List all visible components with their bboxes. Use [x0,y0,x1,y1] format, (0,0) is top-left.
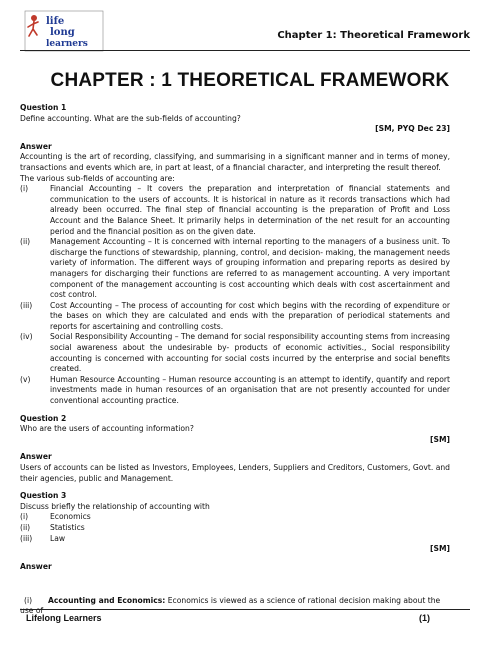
logo-word-2: long [50,27,75,38]
logo-word-3: learners [46,39,88,49]
answer-1-text: Accounting is the art of recording, classifying, and summarising in a significant manner and in terms of money, transactions and events which are, in part at least, of a financial character, and interpreting the result thereof. [20,152,450,172]
logo-word-1: life [46,16,65,27]
answer-2-label: Answer [20,452,52,462]
list-item: (iii) Cost Accounting – The process of accounting for cost which begins with the recording of expenditure or the bases on which they are calculated and ends with the preparation of periodical statements and reports for ascertaining and controlling costs. [20,300,450,331]
lifelong-learners-logo [24,10,104,52]
running-header-title: Chapter 1: Theoretical Framework [277,30,470,41]
question-3-text: Discuss briefly the relationship of accounting with [20,501,210,511]
question-3-label: Question 3 [20,491,67,501]
list-item: (i) Economics [20,512,91,522]
chapter-title: CHAPTER : 1 THEORETICAL FRAMEWORK [50,70,450,91]
footer-publisher: Lifelong Learners [26,613,102,623]
question-1-reference: [SM, PYQ Dec 23] [375,124,450,134]
list-item: (v) Human Resource Accounting – Human resource accounting is an attempt to identify, quantify and report investments made in human resources of an organisation that are not presently accounted for under conventional accounting practice. [20,374,450,406]
question-1-text: Define accounting. What are the sub-fields of accounting? [20,113,241,123]
question-3-reference: [SM] [430,544,450,554]
question-2-reference: [SM] [430,434,450,444]
answer-3-label: Answer [20,561,52,571]
page-footer [20,609,470,627]
list-item: (i) Financial Accounting – It covers the preparation and interpretation of financial statements and communication to the users of accounts. It is historical in nature as it records transactions which had already been occurred. The final step of financial accounting is the preparation of Profit and Loss Account and the Balance Sheet. It primarily helps in determination of the net result for an accounting period and the financial position as on the given date. [20,184,450,236]
question-2-text: Who are the users of accounting information? [20,424,194,434]
list-item: (ii) Management Accounting – It is concerned with internal reporting to the managers of a business unit. To discharge the functions of stewardship, planning, control, and decision- making, the management needs variety of information. The different ways of grouping information and preparing reports as desired by managers for discharging their functions are referred to as management accounting. A very important component of the management accounting is cost accounting which deals with cost ascertainment and cost control. [20,237,450,300]
answer-1-intro: The various sub-fields of accounting are: [20,173,175,183]
question-2-label: Question 2 [20,413,67,423]
list-item: (ii) Statistics [20,522,85,532]
answer-3-item-number: (i) [24,596,33,605]
footer-rule [20,609,470,610]
answer-3-item-heading: Accounting and Economics: [48,596,166,605]
answer-1-label: Answer [20,141,52,151]
subfields-list [20,184,450,406]
list-item: (iii) Law [20,533,66,543]
page-content [20,103,450,572]
header-rule [20,50,470,51]
answer-3-item-text: Economics is viewed as a science of rational decision making about the use of [20,596,441,615]
list-item: (iv) Social Responsibility Accounting – The demand for social responsibility accounting stems from increasing social awareness about the undesirable by- products of economic activities., Social responsibility accounting is concerned with accounting for social costs incurred by the enterprise and social benefits created. [20,332,450,374]
question-1-label: Question 1 [20,103,67,112]
page-number: (1) [419,613,430,623]
question-3-list [20,512,450,544]
answer-2-text: Users of accounts can be listed as Investors, Employees, Lenders, Suppliers and Creditors, Customers, Govt. and their agencies, public and Management. [20,463,450,483]
page-header [20,10,470,50]
